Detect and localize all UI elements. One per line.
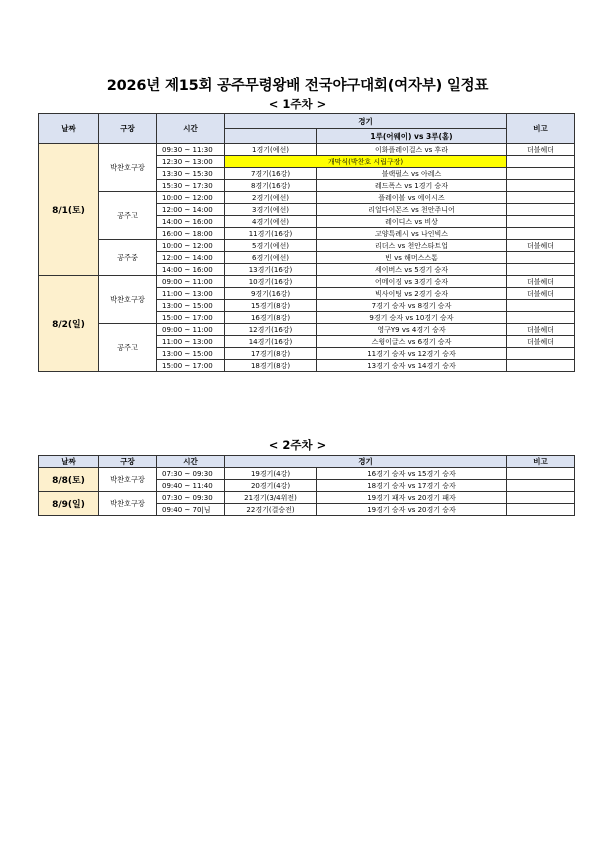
time-cell: 09:40 ~ 11:40 <box>157 480 225 492</box>
table-row <box>39 192 575 204</box>
round-cell: 12경기(16강) <box>225 324 317 336</box>
header-venue: 구장 <box>99 114 157 144</box>
round-cell: 15경기(8강) <box>225 300 317 312</box>
round-cell: 11경기(16강) <box>225 228 317 240</box>
match-cell: 영구Y9 vs 4경기 승자 <box>317 324 507 336</box>
date-cell: 8/8(토) <box>39 468 99 492</box>
match-cell: 스윙이글스 vs 6경기 승자 <box>317 336 507 348</box>
match-cell: 빈 vs 해머스스톰 <box>317 252 507 264</box>
round-cell: 1경기(예선) <box>225 144 317 156</box>
time-cell: 09:40 ~ 70|님 <box>157 504 225 516</box>
note-cell <box>507 264 575 276</box>
note-cell <box>507 168 575 180</box>
round-cell: 22경기(결승전) <box>225 504 317 516</box>
note-cell <box>507 504 575 516</box>
venue-cell: 공주고 <box>99 192 157 240</box>
match-cell: 18경기 승자 vs 17경기 승자 <box>317 480 507 492</box>
time-cell: 13:00 ~ 15:00 <box>157 348 225 360</box>
match-cell: 고양특례시 vs 나인빅스 <box>317 228 507 240</box>
round-cell: 14경기(16강) <box>225 336 317 348</box>
match-cell: 리얼다이몬즈 vs 천안주니어 <box>317 204 507 216</box>
time-cell: 12:30 ~ 13:00 <box>157 156 225 168</box>
time-cell: 11:00 ~ 13:00 <box>157 288 225 300</box>
time-cell: 12:00 ~ 14:00 <box>157 252 225 264</box>
note-cell <box>507 300 575 312</box>
match-cell: 어메이징 vs 3경기 승자 <box>317 276 507 288</box>
round-cell: 3경기(예선) <box>225 204 317 216</box>
header-game-sub: 1루(어웨이) vs 3루(홈) <box>317 129 507 144</box>
date-cell: 8/2(일) <box>39 276 99 372</box>
time-cell: 07:30 ~ 09:30 <box>157 468 225 480</box>
round-cell: 20경기(4강) <box>225 480 317 492</box>
note-cell <box>507 228 575 240</box>
round-cell: 6경기(예선) <box>225 252 317 264</box>
match-cell: 7경기 승자 vs 8경기 승자 <box>317 300 507 312</box>
match-cell: 11경기 승자 vs 12경기 승자 <box>317 348 507 360</box>
time-cell: 13:00 ~ 15:00 <box>157 300 225 312</box>
venue-cell: 박찬호구장 <box>99 144 157 192</box>
header-date: 날짜 <box>39 114 99 144</box>
time-cell: 10:00 ~ 12:00 <box>157 192 225 204</box>
round-cell: 21경기(3/4위전) <box>225 492 317 504</box>
page-title: 2026년 제15회 공주무령왕배 전국야구대회(여자부) 일정표 <box>106 78 489 94</box>
match-cell: 16경기 승자 vs 15경기 승자 <box>317 468 507 480</box>
match-cell: 이화플레이걸스 vs 후라 <box>317 144 507 156</box>
match-cell: 19경기 승자 vs 20경기 승자 <box>317 504 507 516</box>
match-cell: 레이디스 vs 비상 <box>317 216 507 228</box>
week2-heading: < 2주차 > <box>268 438 327 452</box>
note-cell <box>507 192 575 204</box>
time-cell: 15:00 ~ 17:00 <box>157 312 225 324</box>
round-cell: 9경기(16강) <box>225 288 317 300</box>
note-cell <box>507 360 575 372</box>
header-game: 경기 <box>225 114 507 129</box>
week2-schedule-table <box>38 455 575 516</box>
header-note: 비고 <box>507 114 575 144</box>
venue-cell: 박찬호구장 <box>99 468 157 492</box>
venue-cell: 공주중 <box>99 240 157 276</box>
note-cell: 더블헤더 <box>507 144 575 156</box>
time-cell: 16:00 ~ 18:00 <box>157 228 225 240</box>
table-row <box>39 144 575 156</box>
header-date: 날짜 <box>39 456 99 468</box>
header-venue: 구장 <box>99 456 157 468</box>
note-cell: 더블헤더 <box>507 276 575 288</box>
match-cell: 빅사이팅 vs 2경기 승자 <box>317 288 507 300</box>
table-row <box>39 468 575 480</box>
time-cell: 09:00 ~ 11:00 <box>157 324 225 336</box>
time-cell: 07:30 ~ 09:30 <box>157 492 225 504</box>
header-time: 시간 <box>157 456 225 468</box>
note-cell <box>507 204 575 216</box>
time-cell: 15:30 ~ 17:30 <box>157 180 225 192</box>
venue-cell: 공주고 <box>99 324 157 372</box>
round-cell: 18경기(8강) <box>225 360 317 372</box>
time-cell: 13:30 ~ 15:30 <box>157 168 225 180</box>
note-cell: 더블헤더 <box>507 240 575 252</box>
note-cell: 더블헤더 <box>507 324 575 336</box>
venue-cell: 박찬호구장 <box>99 492 157 516</box>
round-cell: 2경기(예선) <box>225 192 317 204</box>
note-cell <box>507 468 575 480</box>
time-cell: 09:00 ~ 11:00 <box>157 276 225 288</box>
match-cell: 플레이볼 vs 에이시즈 <box>317 192 507 204</box>
time-cell: 12:00 ~ 14:00 <box>157 204 225 216</box>
time-cell: 11:00 ~ 13:00 <box>157 336 225 348</box>
note-cell <box>507 156 575 168</box>
header-game: 경기 <box>225 456 507 468</box>
week1-heading: < 1주차 > <box>268 97 327 111</box>
time-cell: 14:00 ~ 16:00 <box>157 216 225 228</box>
match-cell: 블랙펄스 vs 아레스 <box>317 168 507 180</box>
round-cell: 19경기(4강) <box>225 468 317 480</box>
note-cell: 더블헤더 <box>507 336 575 348</box>
round-cell: 7경기(16강) <box>225 168 317 180</box>
note-cell <box>507 312 575 324</box>
round-cell: 4경기(예선) <box>225 216 317 228</box>
note-cell <box>507 216 575 228</box>
note-cell <box>507 348 575 360</box>
table-row <box>39 492 575 504</box>
match-cell: 13경기 승자 vs 14경기 승자 <box>317 360 507 372</box>
time-cell: 09:30 ~ 11:30 <box>157 144 225 156</box>
table-row <box>39 324 575 336</box>
note-cell <box>507 480 575 492</box>
note-cell: 더블헤더 <box>507 288 575 300</box>
time-cell: 14:00 ~ 16:00 <box>157 264 225 276</box>
date-cell: 8/9(일) <box>39 492 99 516</box>
table-row <box>39 240 575 252</box>
note-cell <box>507 180 575 192</box>
round-cell: 13경기(16강) <box>225 264 317 276</box>
round-cell: 10경기(16강) <box>225 276 317 288</box>
note-cell <box>507 492 575 504</box>
match-cell: 리더스 vs 천안스타트업 <box>317 240 507 252</box>
round-cell: 17경기(8강) <box>225 348 317 360</box>
table-row <box>39 276 575 288</box>
time-cell: 15:00 ~ 17:00 <box>157 360 225 372</box>
round-cell: 16경기(8강) <box>225 312 317 324</box>
match-cell: 세이버스 vs 5경기 승자 <box>317 264 507 276</box>
note-cell <box>507 252 575 264</box>
match-cell: 레드폭스 vs 1경기 승자 <box>317 180 507 192</box>
match-cell: 9경기 승자 vs 10경기 승자 <box>317 312 507 324</box>
time-cell: 10:00 ~ 12:00 <box>157 240 225 252</box>
venue-cell: 박찬호구장 <box>99 276 157 324</box>
week1-schedule-table <box>38 113 575 372</box>
ceremony-cell: 개막식(박찬호 시립구장) <box>225 156 507 168</box>
header-note: 비고 <box>507 456 575 468</box>
round-cell: 5경기(예선) <box>225 240 317 252</box>
round-cell: 8경기(16강) <box>225 180 317 192</box>
date-cell: 8/1(토) <box>39 144 99 276</box>
header-time: 시간 <box>157 114 225 144</box>
match-cell: 19경기 패자 vs 20경기 패자 <box>317 492 507 504</box>
